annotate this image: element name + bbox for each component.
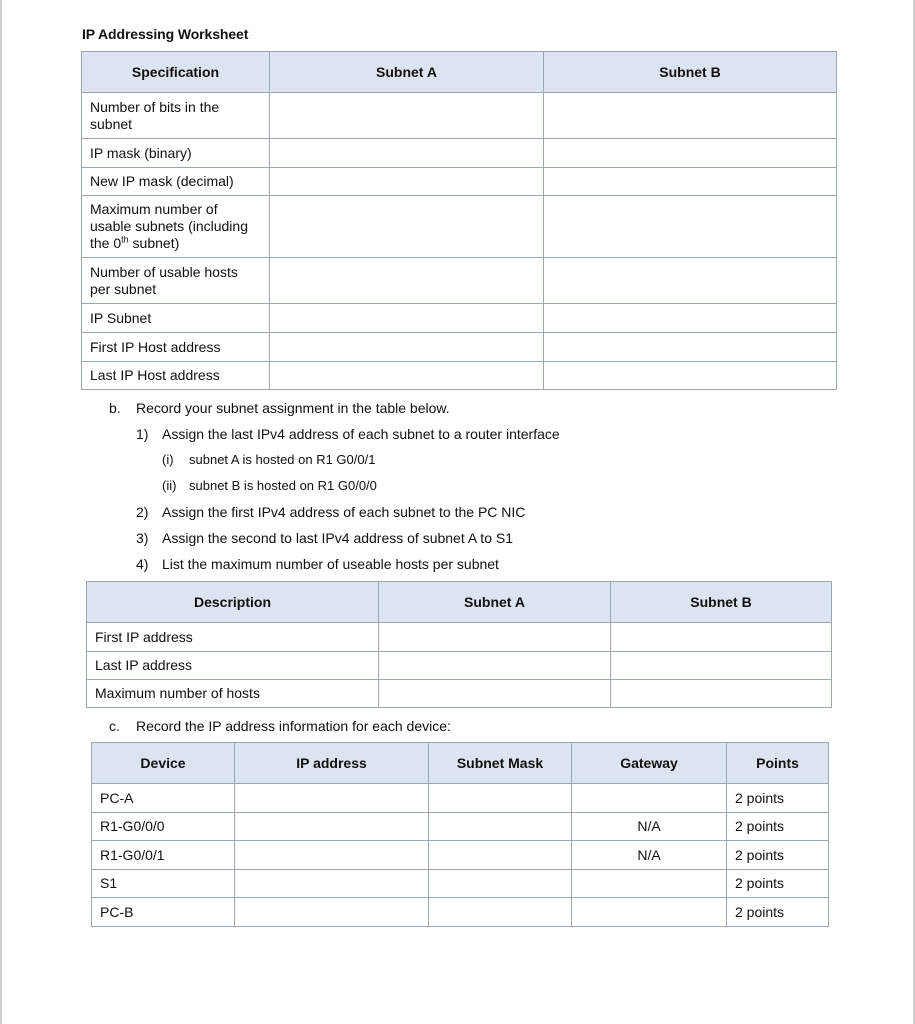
subnet-b-cell[interactable]: [544, 196, 837, 258]
table-row: [82, 139, 837, 168]
subnet-b-cell[interactable]: [611, 652, 832, 680]
header-gateway: Gateway: [572, 743, 727, 784]
device-label: PC-B: [92, 898, 235, 927]
page-left-edge: [0, 0, 2, 1024]
header-subnet-a: Subnet A: [379, 582, 611, 623]
table-row: [82, 168, 837, 196]
subnet-mask-cell[interactable]: [429, 813, 572, 841]
device-label: S1: [92, 870, 235, 898]
subnet-b-cell[interactable]: [544, 362, 837, 390]
ip-address-cell[interactable]: [235, 870, 429, 898]
device-label: R1-G0/0/1: [92, 841, 235, 870]
section-b-marker: b.: [109, 400, 121, 416]
subnet-a-cell[interactable]: [270, 168, 544, 196]
points-cell: 2 points: [727, 898, 829, 927]
subnet-a-cell[interactable]: [270, 362, 544, 390]
list-item: Assign the second to last IPv4 address of subnet A to S1: [162, 530, 513, 546]
gateway-cell[interactable]: [572, 870, 727, 898]
row-label: New IP mask (decimal): [82, 168, 270, 196]
list-item: Assign the first IPv4 address of each subnet to the PC NIC: [162, 504, 526, 520]
table-row: [92, 898, 829, 927]
ip-address-cell[interactable]: [235, 784, 429, 813]
subnet-a-cell[interactable]: [270, 333, 544, 362]
worksheet-title: IP Addressing Worksheet: [82, 26, 249, 42]
row-label: Number of bits in the subnet: [82, 93, 270, 139]
table-header-row: [82, 52, 837, 93]
list-marker: (ii): [162, 478, 177, 493]
subnet-a-cell[interactable]: [379, 623, 611, 652]
subnet-a-cell[interactable]: [270, 93, 544, 139]
row-label: [82, 196, 270, 258]
gateway-cell[interactable]: [572, 898, 727, 927]
superscript-th: th: [121, 234, 129, 245]
subnet-b-cell[interactable]: [544, 333, 837, 362]
subnet-b-cell[interactable]: [611, 623, 832, 652]
section-c-text: Record the IP address information for each device:: [136, 718, 451, 734]
table-header-row: [92, 743, 829, 784]
list-item: subnet B is hosted on R1 G0/0/0: [189, 478, 377, 493]
subnet-b-cell[interactable]: [544, 258, 837, 304]
subnet-a-cell[interactable]: [270, 139, 544, 168]
gateway-cell: N/A: [572, 813, 727, 841]
section-b-text: Record your subnet assignment in the table below.: [136, 400, 450, 416]
table-row: [82, 362, 837, 390]
subnet-a-cell[interactable]: [270, 196, 544, 258]
subnet-assignment-table: [86, 581, 832, 708]
points-cell: 2 points: [727, 870, 829, 898]
table-row: [82, 333, 837, 362]
header-points: Points: [727, 743, 829, 784]
row-label: Last IP address: [87, 652, 379, 680]
table-row: [92, 870, 829, 898]
subnet-b-cell[interactable]: [544, 304, 837, 333]
ip-address-cell[interactable]: [235, 841, 429, 870]
list-item: Assign the last IPv4 address of each subnet to a router interface: [162, 426, 560, 442]
subnet-b-cell[interactable]: [611, 680, 832, 708]
section-c-marker: c.: [109, 718, 120, 734]
list-item: List the maximum number of useable hosts per subnet: [162, 556, 499, 572]
ip-address-cell[interactable]: [235, 813, 429, 841]
header-subnet-a: Subnet A: [270, 52, 544, 93]
points-cell: 2 points: [727, 784, 829, 813]
list-marker: (i): [162, 452, 174, 467]
row-label: Maximum number of hosts: [87, 680, 379, 708]
table-row: [92, 813, 829, 841]
row-label-tail: subnet): [128, 235, 180, 251]
header-subnet-b: Subnet B: [611, 582, 832, 623]
device-label: PC-A: [92, 784, 235, 813]
table-row: [82, 258, 837, 304]
table-row: [82, 304, 837, 333]
subnet-mask-cell[interactable]: [429, 784, 572, 813]
header-description: Description: [87, 582, 379, 623]
specification-table: [81, 51, 837, 390]
header-ip-address: IP address: [235, 743, 429, 784]
table-row: [82, 196, 837, 258]
table-row: [87, 680, 832, 708]
header-specification: Specification: [82, 52, 270, 93]
header-subnet-mask: Subnet Mask: [429, 743, 572, 784]
ip-address-cell[interactable]: [235, 898, 429, 927]
row-label: IP mask (binary): [82, 139, 270, 168]
subnet-mask-cell[interactable]: [429, 898, 572, 927]
list-marker: 3): [136, 530, 149, 546]
row-label: IP Subnet: [82, 304, 270, 333]
row-label: First IP Host address: [82, 333, 270, 362]
gateway-cell[interactable]: [572, 784, 727, 813]
subnet-b-cell[interactable]: [544, 139, 837, 168]
subnet-a-cell[interactable]: [270, 258, 544, 304]
points-cell: 2 points: [727, 813, 829, 841]
table-row: [82, 93, 837, 139]
row-label-text: Maximum number of usable subnets (including the 0: [90, 201, 248, 251]
table-row: [92, 784, 829, 813]
list-marker: 1): [136, 426, 149, 442]
table-row: [87, 652, 832, 680]
list-item: subnet A is hosted on R1 G0/0/1: [189, 452, 376, 467]
list-marker: 2): [136, 504, 149, 520]
table-header-row: [87, 582, 832, 623]
header-device: Device: [92, 743, 235, 784]
header-subnet-b: Subnet B: [544, 52, 837, 93]
list-marker: 4): [136, 556, 149, 572]
subnet-mask-cell[interactable]: [429, 841, 572, 870]
subnet-a-cell[interactable]: [270, 304, 544, 333]
subnet-a-cell[interactable]: [379, 680, 611, 708]
device-label: R1-G0/0/0: [92, 813, 235, 841]
subnet-a-cell[interactable]: [379, 652, 611, 680]
row-label: Number of usable hosts per subnet: [82, 258, 270, 304]
gateway-cell: N/A: [572, 841, 727, 870]
subnet-mask-cell[interactable]: [429, 870, 572, 898]
points-cell: 2 points: [727, 841, 829, 870]
subnet-b-cell[interactable]: [544, 168, 837, 196]
table-row: [92, 841, 829, 870]
row-label: Last IP Host address: [82, 362, 270, 390]
subnet-b-cell[interactable]: [544, 93, 837, 139]
table-row: [87, 623, 832, 652]
row-label: First IP address: [87, 623, 379, 652]
device-address-table: [91, 742, 829, 927]
